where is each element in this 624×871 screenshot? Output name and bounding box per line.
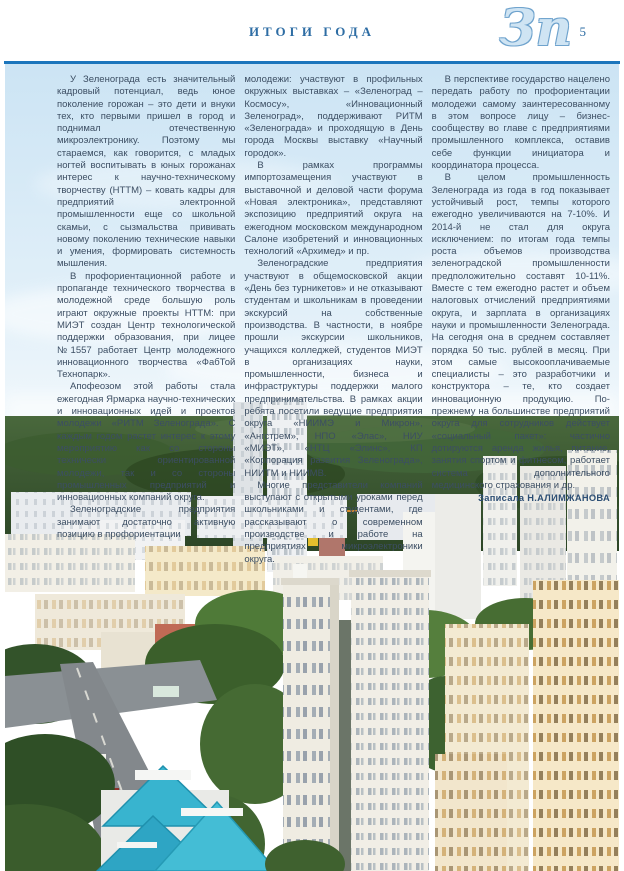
paragraph: У Зеленограда есть значительный кадровый потенциал, ведь юное поколение горожан – это дети и внуки тех, кто первыми пришел в город и поднимал отечественную микроэлектронику. Поэтому мы стараемся, как говорится, с младых ногтей воспитывать в юных горожанах интерес к научно-техническому творчеству (НТТМ) – ковать кадры для предприятий электронной промышленности еще со школьной скамьи, с сызмальства прививать новому поколению технические навыки и умения, формировать системность мышления.: [57, 74, 236, 270]
section-title: ИТОГИ ГОДА: [248, 24, 376, 39]
paragraph: Зеленоградские предприятия участвуют в общемосковской акции «День без турникетов» и не отказывают студентам и школьникам в проведении экскурсий на собственные производства. В частности, в ноябре прошли экскурсии школьников, учащихся колледжей, студентов МИЭТ в организациях науки, промышленности, бизнеса и инфраструктуры поддержки малого предпринимательства. В рамках акции ребята посетили ведущие предприятия округа «НИИМЭ и Микрон», «Ангстрем», НПО «Элас», НИУ «МИЭТ», «НТЦ «Элинс», КП «Корпорация развития Зеленограда», НИИТМ и НИИМВ.: [244, 258, 423, 479]
paragraph: Апофеозом этой работы стала ежегодная Ярмарка научно-технических и инновационных идей и проектов молодежи «РИТМ Зеленограда». С каждым годом растет интерес к этому мероприятию как со стороны технически ориентированной молодежи, так и со стороны промышленных предприятий и инновационных компаний округа.: [57, 381, 236, 504]
paragraph: В рамках программы импортозамещения участвуют в выставочной и деловой части форума «Новая электроника», представляют экспозицию предприятий округа на ежегодном московском международном Салоне изобретений и инновационных технологий «Архимед» и пр.: [244, 160, 423, 258]
author-byline: Записала Н.АЛИМЖАНОВА: [478, 493, 610, 504]
page-header: [0, 0, 624, 64]
paragraph: В профориентационной работе и пропаганде технического творчества в молодежной среде большую роль играют окружные проекты НТТМ: при МИЭТ создан Центр технологической поддержки образования, при лицее №1557 работает Центр молодежного инновационного творчества «ФабТой Технопарк».: [57, 270, 236, 381]
article-body: [57, 74, 610, 566]
text-column-3: [432, 74, 610, 566]
paragraph: Зеленоградские предприятия занимают достаточно активную позицию в профориентации: [57, 504, 236, 540]
paragraph: Многие представители компаний выступают с открытыми уроками перед школьниками и студентами, где рассказывают о современном производстве и работе на предприятиях микроэлектроники округа.: [244, 479, 423, 565]
paragraph: В целом промышленность Зеленограда из года в год показывает устойчивый рост, темпы которого ежегодно увеличиваются на 7-10%. И 2014-й не стал для округа исключением: по итогам года темпы роста объемов производства зеленоградской промышленности предположительно составят 10-11%. Вместе с тем ежегодно растет и объем налоговых отчислений предприятиями округа, и зарплата в организациях науки и промышленности Зеленограда. На сегодня она в среднем составляет порядка 50 тыс. рублей в месяц. При этом самые высокооплачиваемые специалисты – это разработчики и конструктора – те, кто создает инновационную продукцию. По-прежнему на большинстве предприятий округа для сотрудников действует «социальный пакет»: частично дотируются аренда жилья, питание, занятия спортом и фитнесом, работает система дополнительного медицинского страхования и др.: [431, 172, 610, 491]
page-number: 5: [579, 24, 586, 39]
text-column-1: [57, 74, 235, 566]
zp-logo: Зп: [499, 0, 572, 57]
paragraph: молодежи: участвуют в профильных окружных выставках – «Зеленоград – Космосу», «Инновационный Зеленоград», поддерживают РИТМ «Зеленограда» и проходящую в День города Москвы выставку «Научный городок».: [244, 74, 423, 159]
text-column-2: [244, 74, 422, 566]
paragraph: В перспективе государство нацелено передать работу по профориентации молодежи самому заинтересованному в этом вопросе лицу – бизнес-сообществу во главе с предприятиями промышленного комплекса, оставив себе функции инициатора и координатора процесса.: [431, 74, 610, 172]
